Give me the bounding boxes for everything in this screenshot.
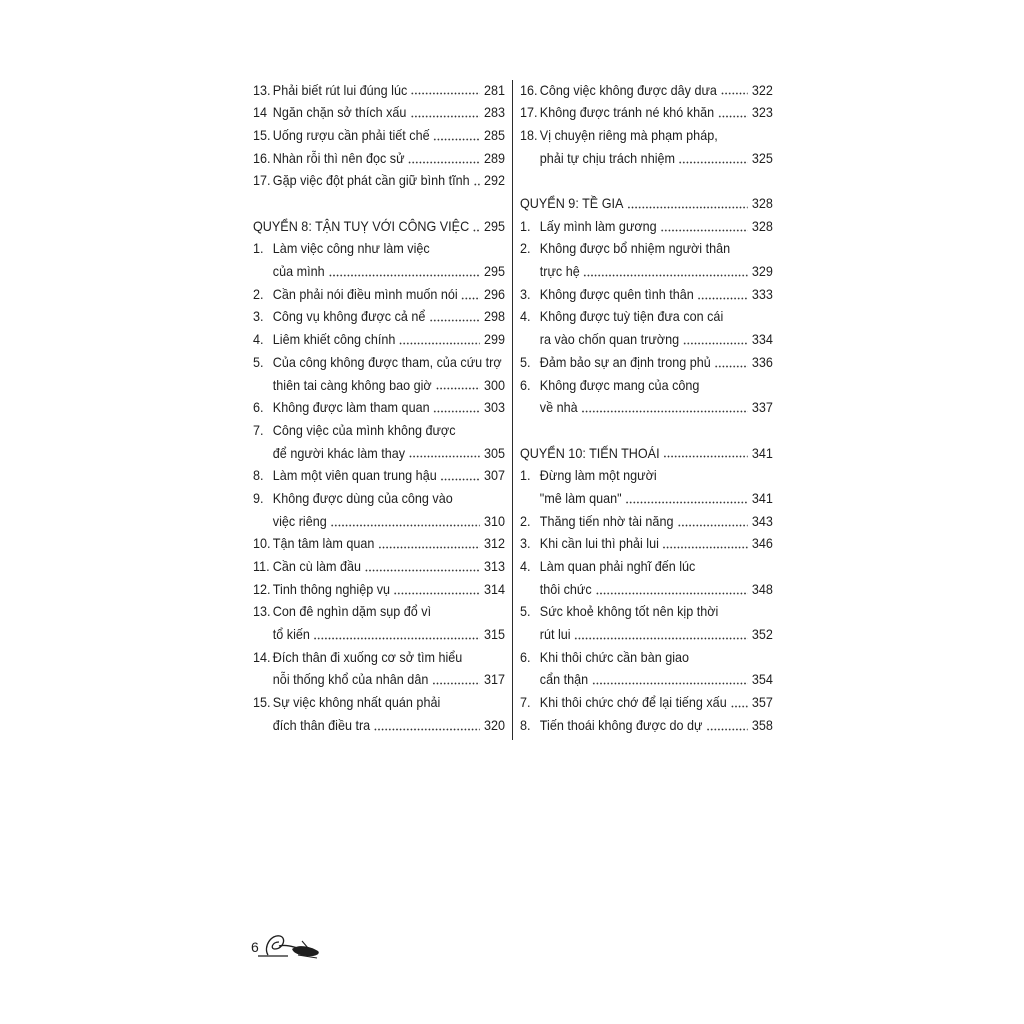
entry-line bbox=[520, 646, 773, 669]
dot-leader bbox=[314, 637, 480, 640]
dot-leader bbox=[330, 524, 479, 527]
entry-title-continued: trực hệ bbox=[539, 263, 580, 280]
dot-leader bbox=[365, 569, 480, 572]
dot-leader bbox=[409, 455, 480, 458]
entry-number: 5. bbox=[520, 603, 531, 620]
section-title: QUYỂN 10: TIẾN THOÁI bbox=[520, 444, 660, 461]
toc-entry bbox=[253, 464, 505, 487]
entry-line bbox=[520, 464, 773, 487]
dot-leader bbox=[410, 115, 479, 118]
dot-leader bbox=[721, 92, 748, 95]
section-page-number: 341 bbox=[751, 444, 773, 461]
toc-entry bbox=[253, 487, 505, 532]
entry-number: 17. bbox=[253, 172, 271, 189]
entry-number: 13. bbox=[253, 81, 271, 98]
toc-entry bbox=[253, 283, 505, 306]
entry-title: Không được quên tình thân bbox=[539, 285, 694, 302]
entry-number: 11. bbox=[253, 558, 270, 575]
entry-number: 8. bbox=[253, 467, 264, 484]
entry-page-number: 283 bbox=[483, 104, 505, 121]
toc-entry bbox=[520, 714, 773, 737]
entry-number: 6. bbox=[253, 399, 264, 416]
toc-entry bbox=[253, 101, 505, 124]
dot-leader bbox=[679, 161, 748, 164]
toc-entry bbox=[520, 283, 773, 306]
entry-title-continued: về nhà bbox=[539, 399, 578, 416]
entry-title: Ngăn chặn sở thích xấu bbox=[272, 104, 407, 121]
entry-title: Liêm khiết công chính bbox=[272, 331, 396, 348]
entry-title: Tinh thông nghiệp vụ bbox=[272, 580, 391, 597]
entry-line bbox=[520, 555, 773, 578]
entry-number: 14 bbox=[253, 104, 268, 121]
toc-entry bbox=[520, 215, 773, 238]
entry-number: 14. bbox=[253, 648, 271, 665]
entry-number: 9. bbox=[253, 489, 264, 506]
entry-line bbox=[253, 646, 505, 669]
entry-page-number: 322 bbox=[751, 81, 773, 98]
entry-page-number: 305 bbox=[483, 444, 505, 461]
dot-leader bbox=[394, 592, 480, 595]
dot-leader bbox=[581, 410, 747, 413]
entry-title: Đích thân đi xuống cơ sở tìm hiểu bbox=[272, 648, 463, 665]
dot-leader bbox=[429, 319, 479, 322]
dot-leader bbox=[718, 115, 748, 118]
entry-line bbox=[253, 260, 505, 283]
entry-title: Đừng làm một người bbox=[539, 467, 657, 484]
entry-line bbox=[253, 351, 505, 374]
entry-number: 1. bbox=[520, 467, 531, 484]
entry-page-number: 357 bbox=[751, 694, 773, 711]
toc-entry bbox=[253, 691, 505, 736]
toc-entry bbox=[253, 419, 505, 464]
page-footer-number: 6 bbox=[251, 939, 259, 955]
spacer bbox=[520, 419, 773, 442]
toc-entry bbox=[520, 124, 773, 169]
entry-page-number: 313 bbox=[483, 558, 505, 575]
entry-number: 2. bbox=[520, 512, 531, 529]
entry-line bbox=[253, 714, 505, 737]
toc-entry bbox=[520, 646, 773, 691]
entry-title: Tận tâm làm quan bbox=[272, 535, 375, 552]
entry-page-number: 310 bbox=[483, 512, 505, 529]
entry-title: Không được tránh né khó khăn bbox=[539, 104, 715, 121]
entry-number: 10. bbox=[253, 535, 271, 552]
entry-number: 13. bbox=[253, 603, 271, 620]
toc-entry bbox=[520, 464, 773, 509]
entry-page-number: 348 bbox=[751, 580, 773, 597]
toc-entry bbox=[253, 646, 505, 691]
toc-entry bbox=[253, 351, 505, 396]
toc-entry bbox=[253, 578, 505, 601]
dot-leader bbox=[411, 92, 480, 95]
entry-page-number: 346 bbox=[751, 535, 773, 552]
section-title: QUYỂN 8: TẬN TUỴ VỚI CÔNG VIỆC bbox=[253, 217, 470, 234]
entry-page-number: 320 bbox=[483, 716, 505, 733]
entry-page-number: 298 bbox=[483, 308, 505, 325]
entry-page-number: 315 bbox=[483, 626, 505, 643]
entry-number: 5. bbox=[253, 353, 264, 370]
dot-leader bbox=[473, 229, 480, 232]
toc-entry bbox=[253, 124, 505, 147]
entry-page-number: 289 bbox=[483, 149, 505, 166]
entry-title: Thăng tiến nhờ tài năng bbox=[539, 512, 674, 529]
section-page-number: 328 bbox=[751, 195, 773, 212]
dot-leader bbox=[432, 682, 480, 685]
entry-number: 1. bbox=[253, 240, 264, 257]
entry-page-number: 314 bbox=[483, 580, 505, 597]
entry-title: Không được làm tham quan bbox=[272, 399, 430, 416]
entry-line bbox=[520, 487, 773, 510]
entry-number: 18. bbox=[520, 126, 538, 143]
entry-page-number: 323 bbox=[751, 104, 773, 121]
entry-number: 15. bbox=[253, 126, 271, 143]
entry-page-number: 352 bbox=[751, 626, 773, 643]
entry-title: Gặp việc đột phát cần giữ bình tĩnh bbox=[272, 172, 470, 189]
entry-line bbox=[520, 374, 773, 397]
entry-title: Đảm bảo sự an định trong phủ bbox=[539, 353, 711, 370]
column-divider bbox=[512, 80, 513, 740]
entry-page-number: 307 bbox=[483, 467, 505, 484]
quill-flourish-icon bbox=[258, 926, 322, 960]
entry-number: 12. bbox=[253, 580, 271, 597]
entry-title: Khi thôi chức chớ để lại tiếng xấu bbox=[539, 694, 727, 711]
entry-title-continued: phải tự chịu trách nhiệm bbox=[539, 149, 676, 166]
entry-title: Nhàn rỗi thì nên đọc sử bbox=[272, 149, 405, 166]
dot-leader bbox=[574, 637, 747, 640]
entry-title: Công vụ không được cả nể bbox=[272, 308, 426, 325]
entry-line bbox=[520, 396, 773, 419]
entry-title: Không được mang của công bbox=[539, 376, 700, 393]
entry-title: Không được dùng của công vào bbox=[272, 489, 453, 506]
toc-entry bbox=[253, 396, 505, 419]
entry-page-number: 317 bbox=[483, 671, 505, 688]
entry-title-continued: để người khác làm thay bbox=[272, 444, 406, 461]
dot-leader bbox=[592, 682, 748, 685]
entry-line bbox=[253, 668, 505, 691]
entry-page-number: 333 bbox=[751, 285, 773, 302]
entry-number: 4. bbox=[520, 558, 531, 575]
entry-page-number: 358 bbox=[751, 716, 773, 733]
entry-title: Sức khoẻ không tốt nên kịp thời bbox=[539, 603, 719, 620]
entry-title: Khi cần lui thì phải lui bbox=[539, 535, 659, 552]
section-heading bbox=[520, 442, 773, 465]
dot-leader bbox=[662, 546, 747, 549]
entry-number: 4. bbox=[520, 308, 531, 325]
toc-left-column bbox=[253, 79, 505, 737]
entry-line bbox=[253, 510, 505, 533]
toc-entry bbox=[253, 532, 505, 555]
entry-number: 8. bbox=[520, 716, 531, 733]
entry-line bbox=[520, 600, 773, 623]
dot-leader bbox=[461, 297, 479, 300]
entry-title-continued: thôi chức bbox=[539, 580, 592, 597]
entry-page-number: 312 bbox=[483, 535, 505, 552]
entry-title-continued: thiên tai càng không bao giờ bbox=[272, 376, 432, 393]
entry-number: 6. bbox=[520, 648, 531, 665]
entry-title: Làm quan phải nghĩ đến lúc bbox=[539, 558, 696, 575]
entry-title-continued: tổ kiến bbox=[272, 626, 310, 643]
section-heading bbox=[253, 215, 505, 238]
dot-leader bbox=[435, 387, 479, 390]
entry-line bbox=[520, 328, 773, 351]
dot-leader bbox=[714, 365, 747, 368]
entry-line bbox=[253, 374, 505, 397]
dot-leader bbox=[433, 138, 479, 141]
toc-entry bbox=[520, 532, 773, 555]
dot-leader bbox=[328, 274, 479, 277]
dot-leader bbox=[706, 728, 747, 731]
entry-line bbox=[520, 237, 773, 260]
toc-entry bbox=[253, 328, 505, 351]
dot-leader bbox=[625, 501, 747, 504]
entry-page-number: 285 bbox=[483, 126, 505, 143]
entry-number: 2. bbox=[253, 285, 264, 302]
entry-number: 6. bbox=[520, 376, 531, 393]
entry-title: Công việc không được dây dưa bbox=[539, 81, 717, 98]
entry-page-number: 328 bbox=[751, 217, 773, 234]
dot-leader bbox=[697, 297, 747, 300]
dot-leader bbox=[730, 705, 747, 708]
entry-title-continued: cẩn thận bbox=[539, 671, 589, 688]
section-page-number: 295 bbox=[483, 217, 505, 234]
entry-page-number: 295 bbox=[483, 263, 505, 280]
entry-page-number: 296 bbox=[483, 285, 505, 302]
toc-entry bbox=[520, 237, 773, 282]
entry-line bbox=[520, 623, 773, 646]
entry-number: 5. bbox=[520, 353, 531, 370]
spacer bbox=[520, 169, 773, 192]
entry-line bbox=[253, 237, 505, 260]
dot-leader bbox=[663, 455, 747, 458]
entry-line bbox=[253, 442, 505, 465]
toc-entry bbox=[253, 147, 505, 170]
entry-line bbox=[520, 124, 773, 147]
entry-line bbox=[253, 623, 505, 646]
entry-number: 15. bbox=[253, 694, 271, 711]
entry-page-number: 303 bbox=[483, 399, 505, 416]
dot-leader bbox=[378, 546, 480, 549]
entry-title: Không được tuỳ tiện đưa con cái bbox=[539, 308, 724, 325]
dot-leader bbox=[399, 342, 479, 345]
entry-page-number: 300 bbox=[483, 376, 505, 393]
entry-title: Cần phải nói điều mình muốn nói bbox=[272, 285, 458, 302]
dot-leader bbox=[374, 728, 480, 731]
entry-title: Khi thôi chức cần bàn giao bbox=[539, 648, 690, 665]
entry-line bbox=[520, 578, 773, 601]
entry-title-continued: ra vào chốn quan trường bbox=[539, 331, 680, 348]
entry-line bbox=[253, 600, 505, 623]
entry-line bbox=[253, 487, 505, 510]
toc-entry bbox=[253, 237, 505, 282]
entry-number: 7. bbox=[520, 694, 531, 711]
entry-title: Làm việc công như làm việc bbox=[272, 240, 430, 257]
dot-leader bbox=[595, 592, 747, 595]
toc-entry bbox=[253, 169, 505, 192]
entry-number: 1. bbox=[520, 217, 531, 234]
toc-right-column bbox=[520, 79, 773, 737]
entry-number: 2. bbox=[520, 240, 531, 257]
entry-title: Cần cù làm đầu bbox=[272, 558, 362, 575]
section-title: QUYỂN 9: TỀ GIA bbox=[520, 195, 624, 212]
entry-page-number: 336 bbox=[751, 353, 773, 370]
dot-leader bbox=[627, 206, 747, 209]
dot-leader bbox=[433, 410, 479, 413]
dot-leader bbox=[473, 183, 479, 186]
toc-entry bbox=[253, 600, 505, 645]
entry-title-continued: việc riêng bbox=[272, 512, 327, 529]
dot-leader bbox=[660, 229, 747, 232]
entry-number: 4. bbox=[253, 331, 264, 348]
entry-title: Không được bổ nhiệm người thân bbox=[539, 240, 731, 257]
entry-number: 3. bbox=[253, 308, 264, 325]
entry-title: Vị chuyện riêng mà phạm pháp, bbox=[539, 126, 718, 143]
entry-title: Tiến thoái không được do dự bbox=[539, 716, 703, 733]
entry-number: 3. bbox=[520, 535, 531, 552]
entry-page-number: 281 bbox=[483, 81, 505, 98]
toc-entry bbox=[520, 305, 773, 350]
entry-number: 7. bbox=[253, 421, 264, 438]
entry-title-continued: rút lui bbox=[539, 626, 571, 643]
entry-title: Lấy mình làm gương bbox=[539, 217, 657, 234]
entry-title-continued: nỗi thống khổ của nhân dân bbox=[272, 671, 429, 688]
toc-entry bbox=[253, 305, 505, 328]
entry-line bbox=[253, 419, 505, 442]
dot-leader bbox=[440, 478, 479, 481]
entry-title-continued: đích thân điều tra bbox=[272, 716, 371, 733]
entry-page-number: 341 bbox=[751, 489, 773, 506]
spacer bbox=[253, 192, 505, 215]
entry-title: Sự việc không nhất quán phải bbox=[272, 694, 441, 711]
entry-title: Của công không được tham, của cứu trợ bbox=[272, 353, 502, 370]
entry-line bbox=[520, 668, 773, 691]
entry-number: 16. bbox=[520, 81, 538, 98]
dot-leader bbox=[408, 161, 479, 164]
entry-page-number: 325 bbox=[751, 149, 773, 166]
entry-page-number: 292 bbox=[483, 172, 505, 189]
toc-entry bbox=[520, 101, 773, 124]
toc-entry bbox=[253, 555, 505, 578]
entry-page-number: 354 bbox=[751, 671, 773, 688]
entry-title: Con đê nghìn dặm sụp đổ vì bbox=[272, 603, 432, 620]
toc-entry bbox=[520, 691, 773, 714]
entry-page-number: 299 bbox=[483, 331, 505, 348]
entry-title: Công việc của mình không được bbox=[272, 421, 456, 438]
entry-title-continued: của mình bbox=[272, 263, 325, 280]
entry-number: 16. bbox=[253, 149, 271, 166]
entry-page-number: 334 bbox=[751, 331, 773, 348]
entry-page-number: 337 bbox=[751, 399, 773, 416]
toc-entry bbox=[520, 600, 773, 645]
toc-entry bbox=[520, 555, 773, 600]
entry-title: Phải biết rút lui đúng lúc bbox=[272, 81, 408, 98]
entry-line bbox=[253, 691, 505, 714]
entry-title: Làm một viên quan trung hậu bbox=[272, 467, 437, 484]
toc-entry bbox=[520, 79, 773, 102]
dot-leader bbox=[583, 274, 747, 277]
entry-line bbox=[520, 260, 773, 283]
entry-line bbox=[520, 147, 773, 170]
toc-entry bbox=[253, 79, 505, 102]
dot-leader bbox=[677, 524, 747, 527]
entry-title: Uống rượu cần phải tiết chế bbox=[272, 126, 430, 143]
entry-page-number: 329 bbox=[751, 263, 773, 280]
entry-number: 17. bbox=[520, 104, 538, 121]
section-heading bbox=[520, 192, 773, 215]
entry-page-number: 343 bbox=[751, 512, 773, 529]
dot-leader bbox=[683, 342, 748, 345]
entry-line bbox=[520, 305, 773, 328]
entry-number: 3. bbox=[520, 285, 531, 302]
toc-entry bbox=[520, 351, 773, 374]
toc-entry bbox=[520, 510, 773, 533]
toc-entry bbox=[520, 374, 773, 419]
entry-title-continued: "mê làm quan" bbox=[539, 489, 622, 506]
